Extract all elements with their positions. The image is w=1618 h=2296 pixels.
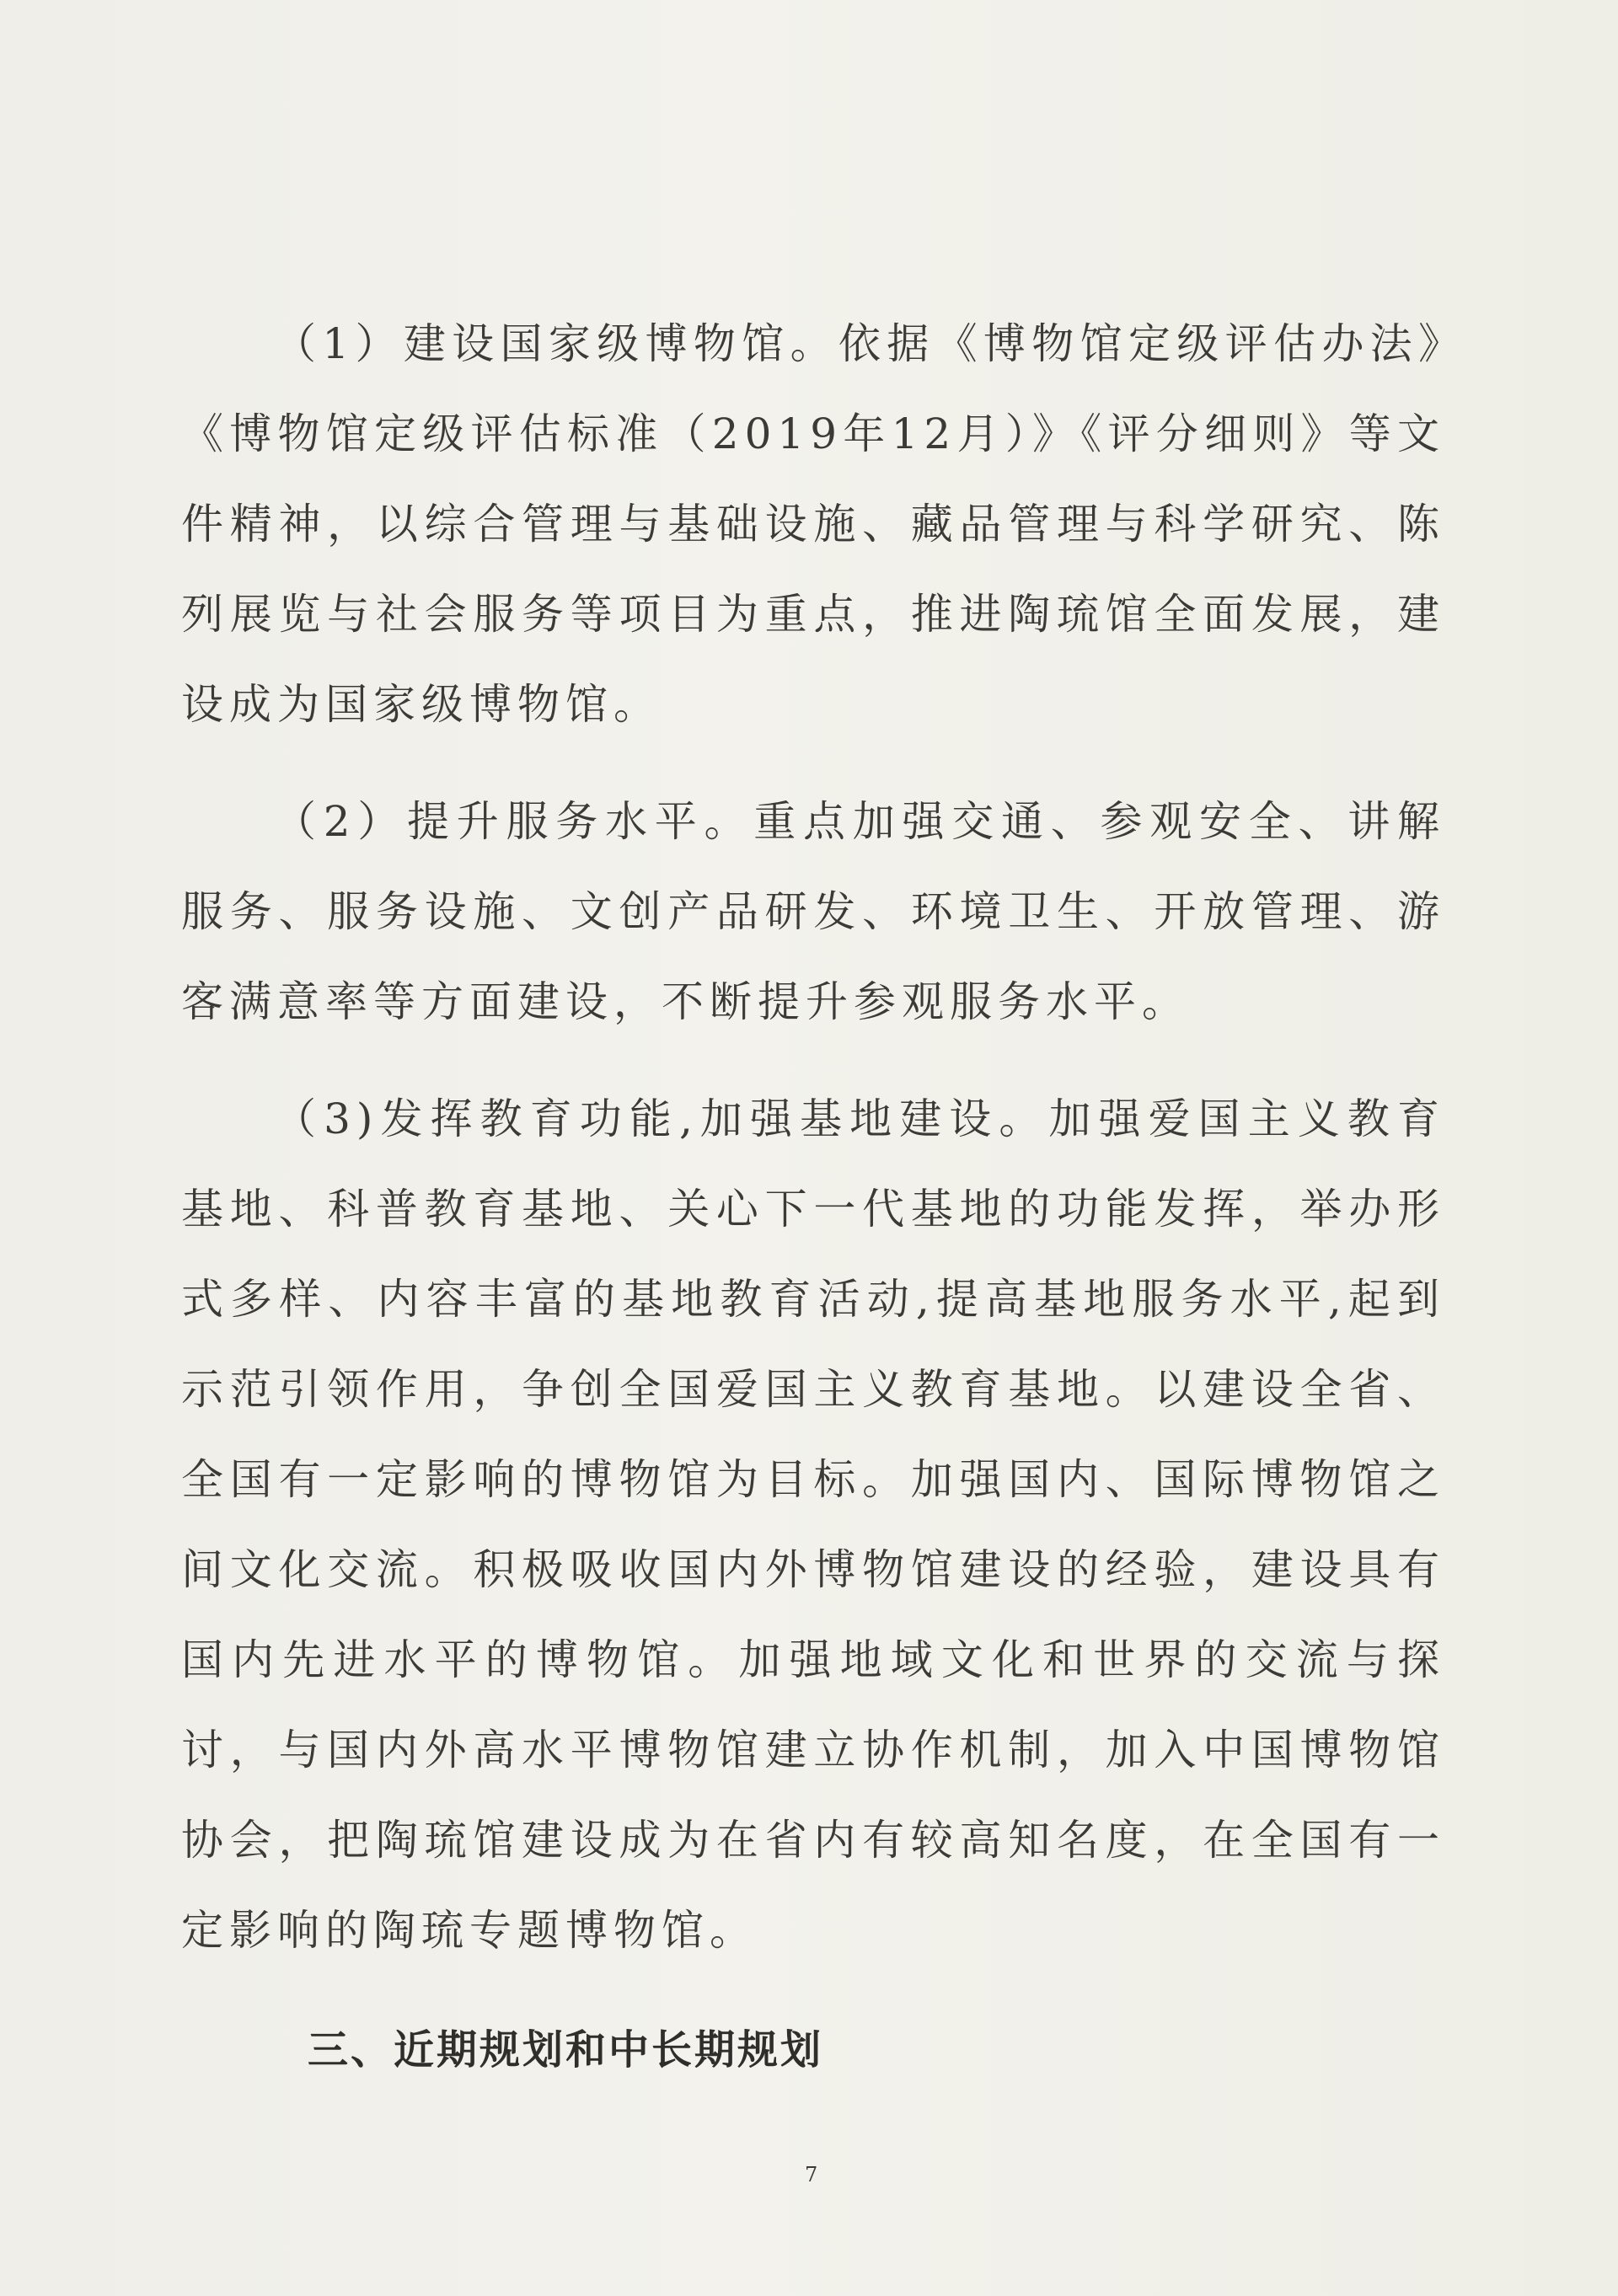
page-number: 7 [805,2163,818,2186]
paragraph-1: （1）建设国家级博物馆。依据《博物馆定级评估办法》《博物馆定级评估标准（2019年12月）》《评分细则》等文件精神，以综合管理与基础设施、藏品管理与科学研究、陈列展览与社会服务等项目为重点，推进陶琉馆全面发展，建设成为国家级博物馆。 [181,319,1445,729]
page-body [181,299,1445,2092]
paragraph-2: （2）提升服务水平。重点加强交通、参观安全、讲解服务、服务设施、文创产品研发、环境卫生、开放管理、游客满意率等方面建设，不断提升参观服务水平。 [181,797,1445,1026]
paragraph-3: （3)发挥教育功能,加强基地建设。加强爱国主义教育基地、科普教育基地、关心下一代基地的功能发挥，举办形式多样、内容丰富的基地教育活动,提高基地服务水平,起到示范引领作用，争创全国爱国主义教育基地。以建设全省、全国有一定影响的博物馆为目标。加强国内、国际博物馆之间文化交流。积极吸收国内外博物馆建设的经验，建设具有国内先进水平的博物馆。加强地域文化和世界的交流与探讨，与国内外高水平博物馆建立协作机制，加入中国博物馆协会，把陶琉馆建设成为在省内有较高知名度，在全国有一定影响的陶琉专题博物馆。 [181,1094,1445,1955]
section-heading: 三、近期规划和中长期规划 [308,2026,824,2074]
